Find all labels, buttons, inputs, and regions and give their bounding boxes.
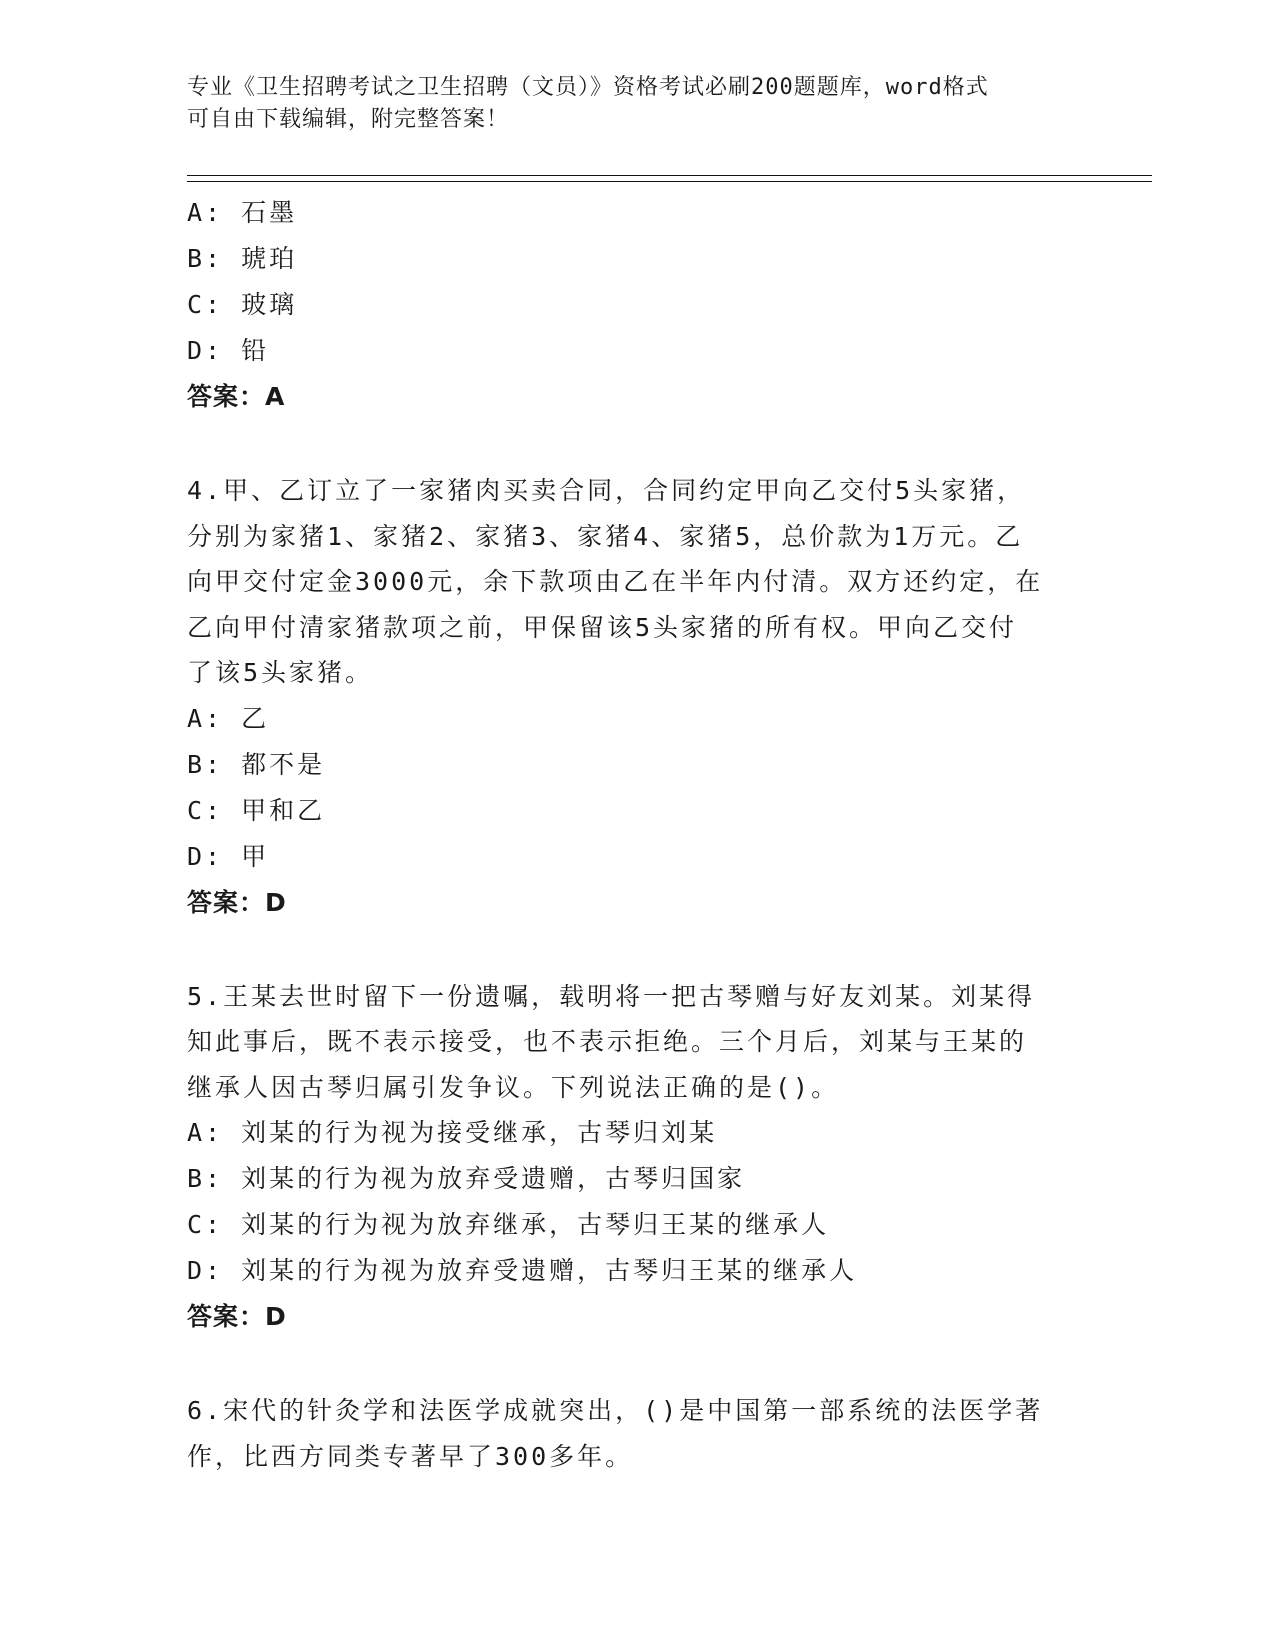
option-a: A: 石墨	[187, 198, 298, 227]
question-stem-line: 作，比西方同类专著早了300多年。	[187, 1441, 634, 1471]
option-d: D: 刘某的行为视为放弃受遗赠，古琴归王某的继承人	[187, 1256, 858, 1285]
question-5	[187, 974, 1087, 1341]
header-rule-top	[187, 175, 1152, 176]
option-c: C: 玻璃	[187, 290, 298, 319]
option-c: C: 甲和乙	[187, 795, 326, 825]
question-stem-line: 了该5头家猪。	[187, 658, 374, 687]
question-stem-line: 4.甲、乙订立了一家猪肉买卖合同，合同约定甲向乙交付5头家猪，	[187, 476, 1026, 505]
question-list	[187, 190, 1087, 1479]
option-b: B: 都不是	[187, 749, 326, 779]
header-rule-bottom	[187, 181, 1152, 182]
document-header	[187, 72, 1087, 136]
question-stem-line: 向甲交付定金3000元，余下款项由乙在半年内付清。双方还约定，在	[187, 567, 1044, 596]
option-b: B: 琥珀	[187, 244, 298, 273]
question-stem-line: 6.宋代的针灸学和法医学成就突出，()是中国第一部系统的法医学著	[187, 1396, 1044, 1425]
option-c: C: 刘某的行为视为放弃继承，古琴归王某的继承人	[187, 1210, 830, 1239]
option-d: D: 铅	[187, 336, 270, 365]
question-3	[187, 190, 1087, 420]
answer: 答案：D	[187, 1302, 287, 1331]
question-4	[187, 468, 1087, 926]
option-a: A: 刘某的行为视为接受继承，古琴归刘某	[187, 1118, 718, 1147]
question-6	[187, 1388, 1087, 1479]
header-line-2: 可自由下载编辑，附完整答案！	[187, 107, 510, 132]
option-b: B: 刘某的行为视为放弃受遗赠，古琴归国家	[187, 1164, 746, 1193]
question-stem-line: 分别为家猪1、家猪2、家猪3、家猪4、家猪5，总价款为1万元。乙	[187, 521, 1024, 551]
option-a: A: 乙	[187, 703, 270, 733]
answer: 答案：A	[187, 382, 286, 411]
header-line-1: 专业《卫生招聘考试之卫生招聘（文员）》资格考试必刷200题题库，word格式	[187, 75, 989, 100]
question-stem-line: 5.王某去世时留下一份遗嘱，载明将一把古琴赠与好友刘某。刘某得	[187, 981, 1036, 1011]
answer: 答案：D	[187, 887, 287, 917]
option-d: D: 甲	[187, 841, 270, 871]
question-stem-line: 知此事后，既不表示接受，也不表示拒绝。三个月后，刘某与王某的	[187, 1027, 1028, 1056]
question-stem-line: 继承人因古琴归属引发争议。下列说法正确的是()。	[187, 1072, 840, 1102]
question-stem-line: 乙向甲付清家猪款项之前，甲保留该5头家猪的所有权。甲向乙交付	[187, 612, 1018, 642]
